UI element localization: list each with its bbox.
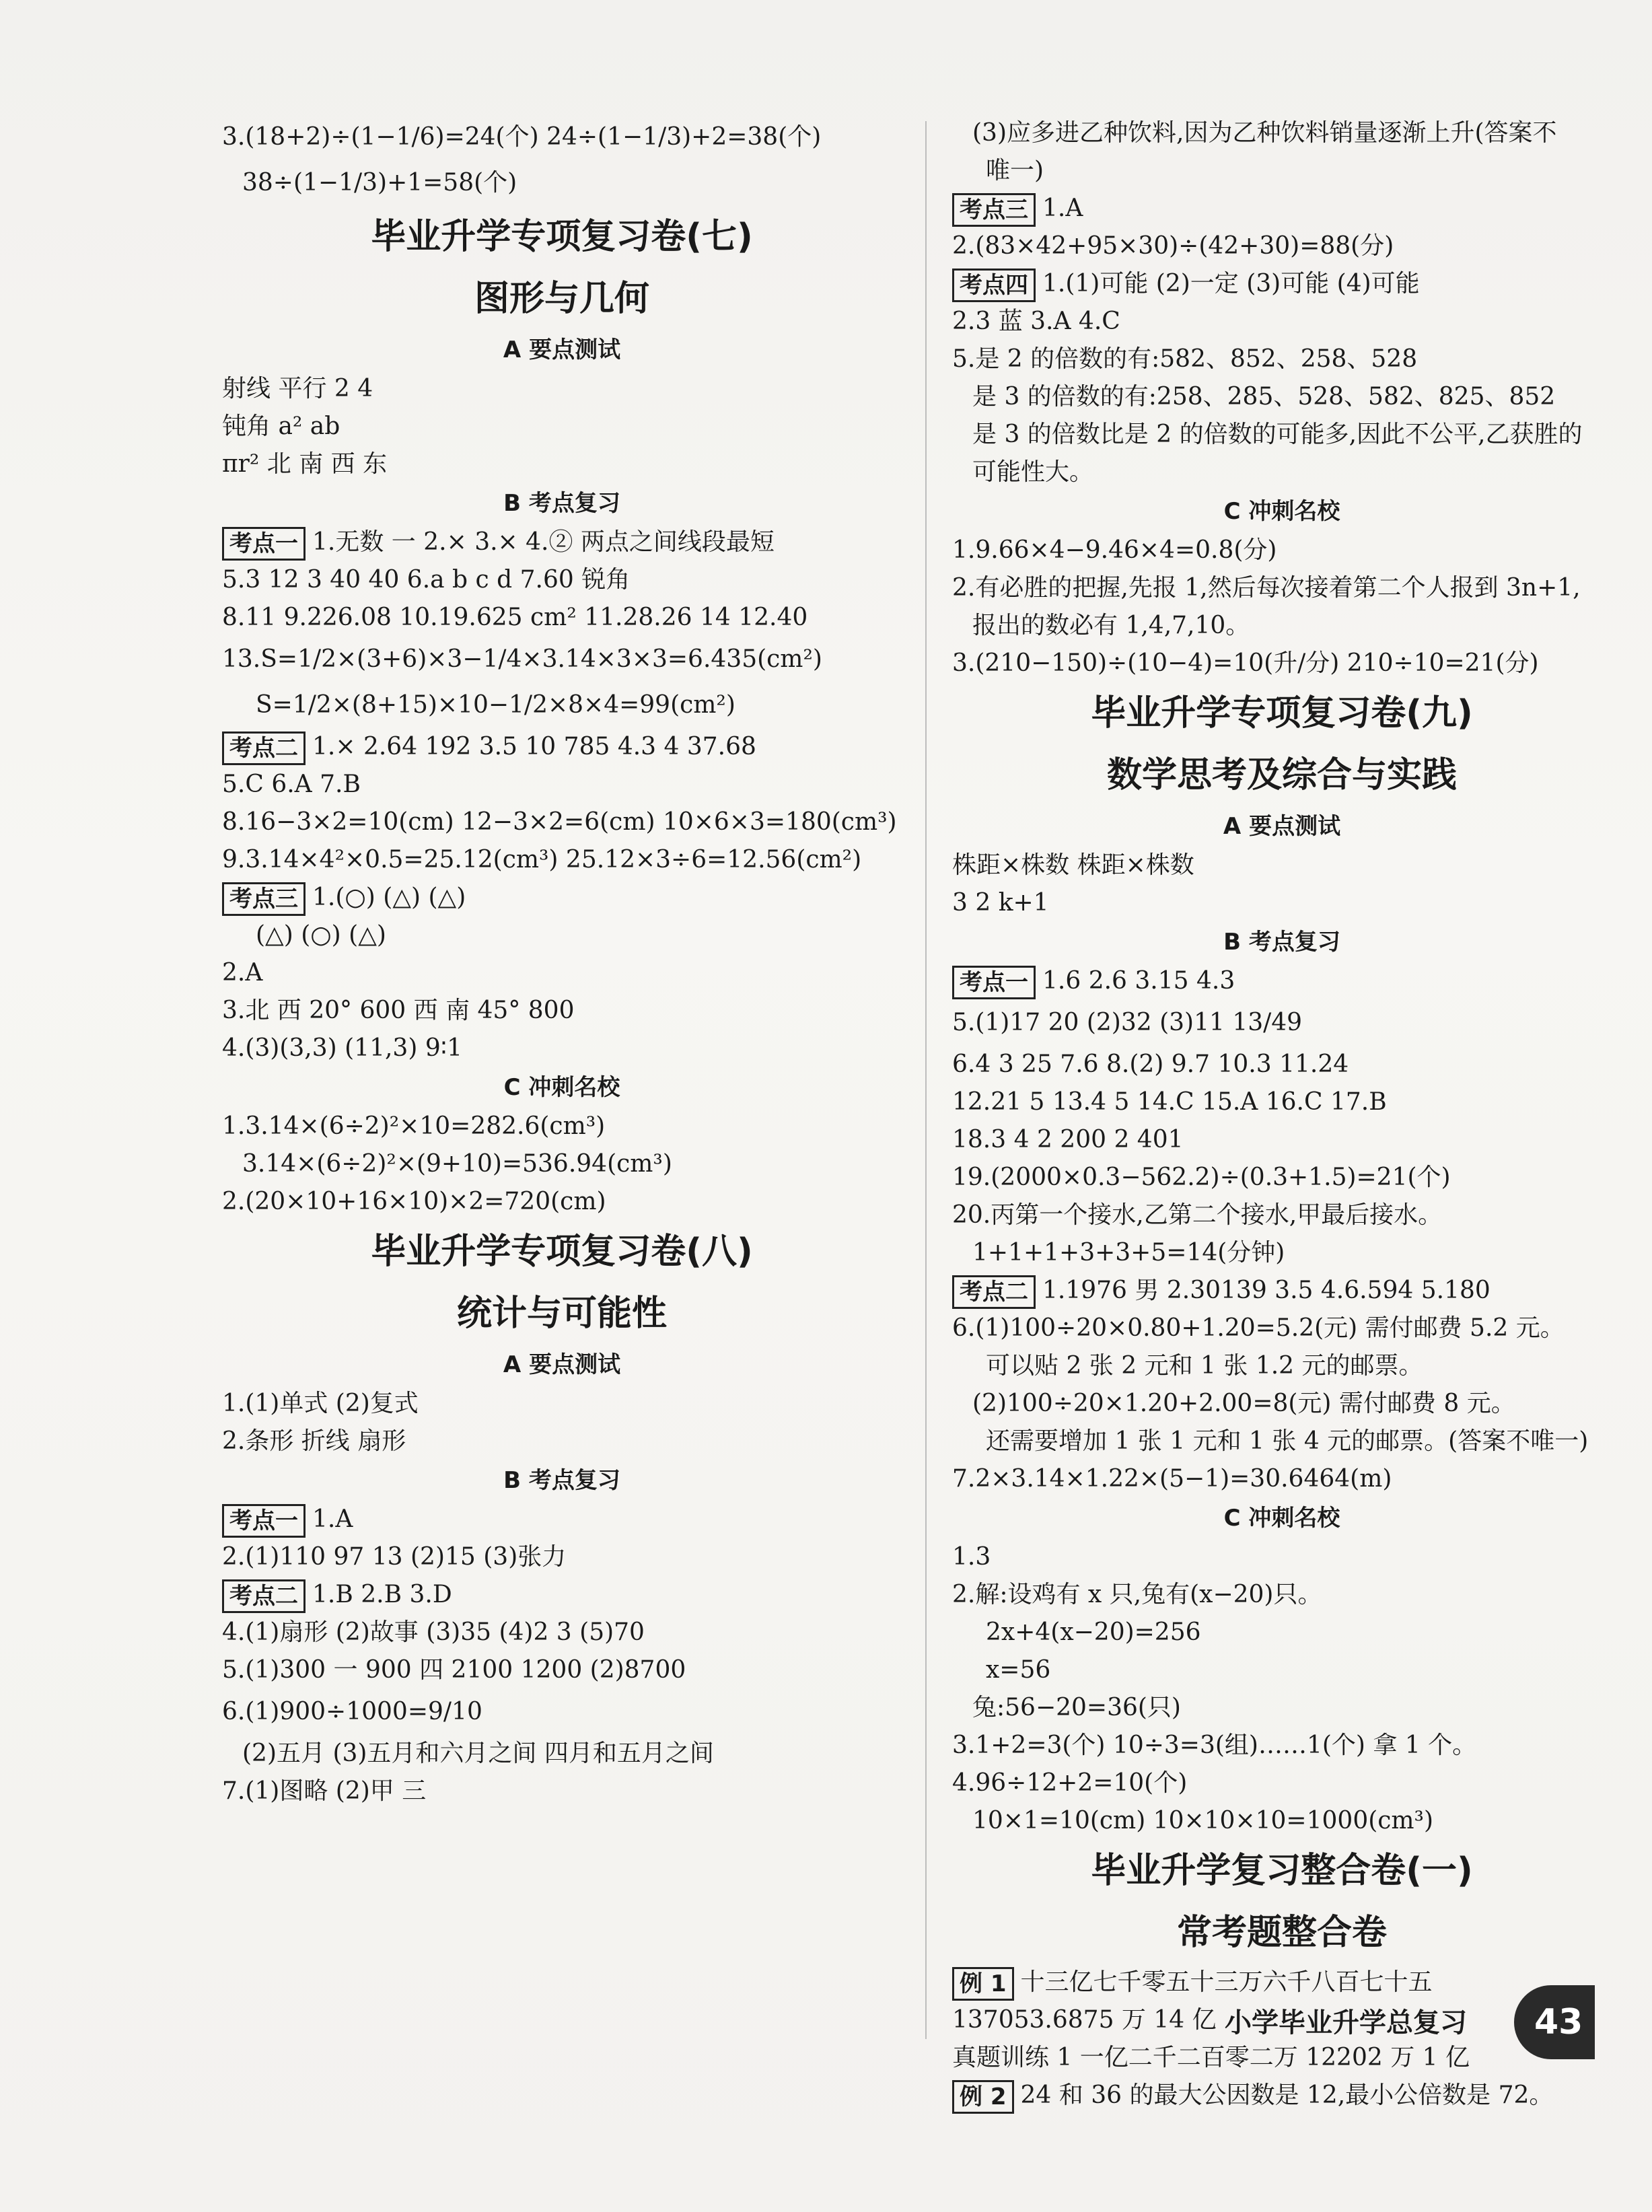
- line-text: x=56: [986, 1656, 1051, 1684]
- answer-line: [222, 1538, 902, 1576]
- answer-line: [952, 114, 1612, 152]
- answer-line: [952, 1538, 1612, 1576]
- answer-line: [222, 1108, 902, 1145]
- subsection-heading: [222, 1067, 902, 1108]
- line-text: 2.3 蓝 3.A 4.C: [952, 308, 1120, 335]
- answer-line: [222, 524, 902, 561]
- line-text: 10×1=10(cm) 10×10×10=1000(cm³): [972, 1807, 1434, 1834]
- answer-line: [222, 408, 902, 445]
- topic-tag: 例 1: [952, 1967, 1014, 2001]
- line-text: 毕业升学专项复习卷(九): [1091, 693, 1473, 734]
- answer-line: [952, 1083, 1612, 1121]
- answer-line: [952, 227, 1612, 265]
- answer-line: [222, 1614, 902, 1651]
- answer-line: [222, 1773, 902, 1810]
- line-text: 兔:56−20=36(只): [972, 1694, 1181, 1721]
- line-text: 可以贴 2 张 2 元和 1 张 1.2 元的邮票。: [986, 1352, 1423, 1380]
- subsection-heading: [222, 1460, 902, 1501]
- section-title: [952, 1902, 1612, 1964]
- line-text: 统计与可能性: [456, 1293, 667, 1334]
- line-text: 2.A: [222, 959, 263, 987]
- line-text: 十三亿七千零五十三万六千八百七十五: [1020, 1968, 1433, 1996]
- line-text: 1.无数 一 2.× 3.× 4.② 两点之间线段最短: [312, 528, 775, 556]
- line-text: 1.1976 男 2.30139 3.5 4.6.594 5.180: [1042, 1277, 1491, 1304]
- line-text: 2.条形 折线 扇形: [222, 1427, 406, 1455]
- line-text: 钝角 a² ab: [222, 413, 340, 440]
- line-text: 株距×株数 株距×株数: [952, 851, 1194, 879]
- footer-book-title: 小学毕业升学总复习: [1225, 2007, 1467, 2038]
- line-text: 5.3 12 3 40 40 6.a b c d 7.60 锐角: [222, 566, 631, 594]
- answer-line: [222, 445, 902, 483]
- answer-line: [952, 532, 1612, 569]
- line-text: 7.2×3.14×1.22×(5−1)=30.6464(m): [952, 1465, 1392, 1493]
- line-text: 还需要增加 1 张 1 元和 1 张 4 元的邮票。(答案不唯一): [986, 1427, 1589, 1455]
- answer-line: [222, 561, 902, 599]
- line-text: 6.(1)900÷1000=9/10: [222, 1698, 482, 1725]
- answer-line: [952, 416, 1612, 454]
- answer-line: [952, 645, 1612, 682]
- topic-tag: 例 2: [952, 2080, 1014, 2114]
- topic-tag: 考点三: [952, 193, 1036, 227]
- answer-line: [222, 637, 902, 682]
- line-text: 5.C 6.A 7.B: [222, 771, 361, 798]
- answer-line: [222, 1501, 902, 1538]
- line-text: 唯一): [986, 157, 1044, 184]
- answer-line: [952, 1272, 1612, 1310]
- line-text: 9.3.14×4²×0.5=25.12(cm³) 25.12×3÷6=12.56(cm²): [222, 846, 862, 873]
- answer-line: [222, 682, 902, 728]
- line-text: C 冲刺名校: [503, 1074, 620, 1101]
- answer-line: [952, 1197, 1612, 1234]
- line-text: A 要点测试: [1223, 813, 1341, 840]
- answer-line: [952, 1689, 1612, 1727]
- line-text: 1.(1)可能 (2)一定 (3)可能 (4)可能: [1042, 270, 1420, 297]
- topic-tag: 考点二: [952, 1275, 1036, 1309]
- answer-line: [952, 1614, 1612, 1651]
- line-text: 24 和 36 的最大公因数是 12,最小公倍数是 72。: [1020, 2081, 1554, 2109]
- line-text: 毕业升学复习整合卷(一): [1091, 1851, 1473, 1891]
- topic-tag: 考点二: [222, 732, 306, 765]
- line-text: B 考点复习: [503, 490, 620, 517]
- line-text: 1.9.66×4−9.46×4=0.8(分): [952, 536, 1277, 564]
- answer-line: [952, 1234, 1612, 1272]
- answer-line: [222, 841, 902, 879]
- subsection-heading: [222, 330, 902, 370]
- line-text: (3)应多进乙种饮料,因为乙种饮料销量逐渐上升(答案不: [972, 119, 1557, 147]
- line-text: B 考点复习: [503, 1467, 620, 1494]
- line-text: 2.解:设鸡有 x 只,兔有(x−20)只。: [952, 1581, 1322, 1608]
- line-text: 19.(2000×0.3−562.2)÷(0.3+1.5)=21(个): [952, 1164, 1451, 1191]
- answer-line: [952, 884, 1612, 922]
- line-text: 是 3 的倍数比是 2 的倍数的可能多,因此不公平,乙获胜的: [972, 421, 1583, 448]
- topic-tag: 考点一: [222, 527, 306, 561]
- line-text: 3.(210−150)÷(10−4)=10(升/分) 210÷10=21(分): [952, 649, 1539, 677]
- answer-line: [952, 1727, 1612, 1764]
- answer-line: [222, 1735, 902, 1773]
- line-text: 5.(1)300 一 900 四 2100 1200 (2)8700: [222, 1656, 686, 1684]
- line-text: 1.6 2.6 3.15 4.3: [1042, 967, 1235, 995]
- line-text: (△) (○) (△): [256, 921, 386, 949]
- answer-line: [222, 1385, 902, 1423]
- answer-line: [952, 1385, 1612, 1423]
- line-text: 2x+4(x−20)=256: [986, 1618, 1201, 1646]
- page-footer: [1225, 1985, 1602, 2059]
- line-text: 12.21 5 13.4 5 14.C 15.A 16.C 17.B: [952, 1088, 1387, 1116]
- line-text: (2)五月 (3)五月和六月之间 四月和五月之间: [242, 1740, 714, 1767]
- topic-tag: 考点一: [222, 1504, 306, 1538]
- section-title: [222, 1283, 902, 1345]
- line-text: 5.是 2 的倍数的有:582、852、258、528: [952, 345, 1418, 373]
- line-text: 毕业升学专项复习卷(八): [371, 1232, 753, 1272]
- answer-line: [222, 879, 902, 917]
- answer-line: [952, 265, 1612, 303]
- line-text: 报出的数必有 1,4,7,10。: [972, 612, 1250, 639]
- answer-line: [952, 1423, 1612, 1460]
- line-text: 2.(20×10+16×10)×2=720(cm): [222, 1188, 606, 1215]
- answer-line: [952, 1121, 1612, 1159]
- line-text: 6.4 3 25 7.6 8.(2) 9.7 10.3 11.24: [952, 1050, 1349, 1078]
- answer-line: [952, 1000, 1612, 1046]
- answer-line: [952, 341, 1612, 378]
- subsection-heading: [222, 1345, 902, 1385]
- answer-line: [952, 190, 1612, 227]
- answer-line: [952, 1460, 1612, 1498]
- line-text: 是 3 的倍数的有:258、285、528、582、825、852: [972, 383, 1556, 411]
- answer-line: [222, 599, 902, 637]
- answer-line: [952, 607, 1612, 645]
- answer-line: [952, 962, 1612, 1000]
- subsection-heading: [952, 1498, 1612, 1538]
- line-text: 2.有必胜的把握,先报 1,然后每次接着第二个人报到 3n+1,: [952, 574, 1581, 602]
- answer-line: [952, 303, 1612, 341]
- line-text: 2.(83×42+95×30)÷(42+30)=88(分): [952, 232, 1394, 260]
- answer-line: [222, 1183, 902, 1221]
- section-title: [952, 1840, 1612, 1902]
- answer-line: [222, 766, 902, 804]
- line-text: 射线 平行 2 4: [222, 375, 373, 402]
- line-text: 3.北 西 20° 600 西 南 45° 800: [222, 997, 575, 1024]
- answer-line: [222, 1030, 902, 1067]
- section-title: [222, 1221, 902, 1283]
- section-title: [222, 206, 902, 268]
- line-text: 数学思考及综合与实践: [1106, 755, 1457, 795]
- line-text: 18.3 4 2 200 2 401: [952, 1126, 1184, 1153]
- answer-line: [222, 728, 902, 766]
- line-text: πr² 北 南 西 东: [222, 450, 388, 478]
- line-text: 20.丙第一个接水,乙第二个接水,甲最后接水。: [952, 1201, 1443, 1229]
- line-text: 4.(3)(3,3) (11,3) 9∶1: [222, 1034, 462, 1062]
- topic-tag: 考点一: [952, 966, 1036, 999]
- column-divider: [925, 121, 927, 2039]
- line-text: (2)100÷20×1.20+2.00=8(元) 需付邮费 8 元。: [972, 1390, 1515, 1417]
- line-text: 1.3.14×(6÷2)²×10=282.6(cm³): [222, 1112, 606, 1140]
- answer-line: [952, 1347, 1612, 1385]
- line-text: 1.B 2.B 3.D: [312, 1581, 452, 1608]
- answer-line: [952, 1651, 1612, 1689]
- line-text: C 冲刺名校: [1223, 498, 1340, 525]
- answer-line: [952, 569, 1612, 607]
- line-text: 1.(1)单式 (2)复式: [222, 1390, 419, 1417]
- subsection-heading: [952, 922, 1612, 962]
- answer-line: [222, 917, 902, 954]
- right-column: [952, 114, 1612, 2114]
- section-title: [952, 744, 1612, 806]
- line-text: 13.S=1/2×(3+6)×3−1/4×3.14×3×3=6.435(cm²): [222, 645, 822, 673]
- answer-line: [952, 454, 1612, 491]
- answer-line: [222, 1651, 902, 1689]
- answer-line: [952, 2077, 1612, 2114]
- subsection-heading: [222, 483, 902, 524]
- answer-line: [222, 1145, 902, 1183]
- line-text: 1.A: [1042, 194, 1083, 222]
- section-title: [952, 682, 1612, 744]
- answer-line: [222, 370, 902, 408]
- subsection-heading: [952, 491, 1612, 532]
- answer-line: [952, 1159, 1612, 1197]
- line-text: 可能性大。: [972, 458, 1094, 486]
- answer-line: [222, 1689, 902, 1735]
- line-text: 4.96÷12+2=10(个): [952, 1769, 1188, 1797]
- line-text: 毕业升学专项复习卷(七): [371, 217, 753, 257]
- answer-line: [952, 152, 1612, 190]
- answer-line: [222, 804, 902, 841]
- line-text: 真题训练 1 一亿二千二百零二万 12202 万 1 亿: [952, 2044, 1470, 2071]
- left-column: [222, 114, 902, 1810]
- line-text: 1.× 2.64 192 3.5 10 785 4.3 4 37.68: [312, 733, 756, 760]
- line-text: 1+1+1+3+3+5=14(分钟): [972, 1239, 1285, 1266]
- line-text: 1.3: [952, 1543, 991, 1571]
- answer-line: [222, 1576, 902, 1614]
- line-text: 1.A: [312, 1505, 353, 1533]
- line-text: 3.1+2=3(个) 10÷3=3(组)……1(个) 拿 1 个。: [952, 1732, 1477, 1759]
- line-text: B 考点复习: [1223, 929, 1340, 956]
- line-text: 6.(1)100÷20×0.80+1.20=5.2(元) 需付邮费 5.2 元。: [952, 1314, 1565, 1342]
- answer-line: [952, 378, 1612, 416]
- line-text: 图形与几何: [474, 279, 649, 319]
- answer-line: [222, 160, 902, 206]
- answer-line: [952, 1576, 1612, 1614]
- subsection-heading: [952, 806, 1612, 847]
- line-text: 1.(○) (△) (△): [312, 884, 466, 911]
- answer-line: [952, 1310, 1612, 1347]
- answer-line: [952, 1046, 1612, 1083]
- answer-line: [222, 1423, 902, 1460]
- line-text: 7.(1)图略 (2)甲 三: [222, 1777, 427, 1805]
- line-text: 4.(1)扇形 (2)故事 (3)35 (4)2 3 (5)70: [222, 1618, 645, 1646]
- line-text: 3 2 k+1: [952, 889, 1049, 917]
- page-number: 43: [1514, 1985, 1595, 2059]
- line-text: 8.16−3×2=10(cm) 12−3×2=6(cm) 10×6×3=180(cm³): [222, 808, 897, 836]
- line-text: A 要点测试: [503, 1351, 621, 1378]
- line-text: 38÷(1−1/3)+1=58(个): [242, 169, 517, 197]
- topic-tag: 考点四: [952, 269, 1036, 302]
- line-text: 5.(1)17 20 (2)32 (3)11 13/49: [952, 1009, 1303, 1036]
- line-text: 常考题整合卷: [1176, 1913, 1387, 1953]
- answer-line: [952, 1802, 1612, 1840]
- line-text: 3.14×(6÷2)²×(9+10)=536.94(cm³): [242, 1150, 672, 1178]
- line-text: 137053.6875 万 14 亿: [952, 2006, 1217, 2034]
- answer-line: [222, 992, 902, 1030]
- answer-line: [222, 114, 902, 160]
- line-text: 8.11 9.226.08 10.19.625 cm² 11.28.26 14 12.40: [222, 604, 808, 631]
- line-text: C 冲刺名校: [1223, 1505, 1340, 1532]
- line-text: 3.(18+2)÷(1−1/6)=24(个) 24÷(1−1/3)+2=38(个): [222, 123, 822, 151]
- line-text: S=1/2×(8+15)×10−1/2×8×4=99(cm²): [256, 691, 735, 719]
- line-text: A 要点测试: [503, 336, 621, 363]
- topic-tag: 考点三: [222, 882, 306, 916]
- answer-line: [952, 1764, 1612, 1802]
- answer-line: [952, 847, 1612, 884]
- line-text: 2.(1)110 97 13 (2)15 (3)张力: [222, 1543, 567, 1571]
- topic-tag: 考点二: [222, 1579, 306, 1613]
- answer-line: [222, 954, 902, 992]
- section-title: [222, 268, 902, 330]
